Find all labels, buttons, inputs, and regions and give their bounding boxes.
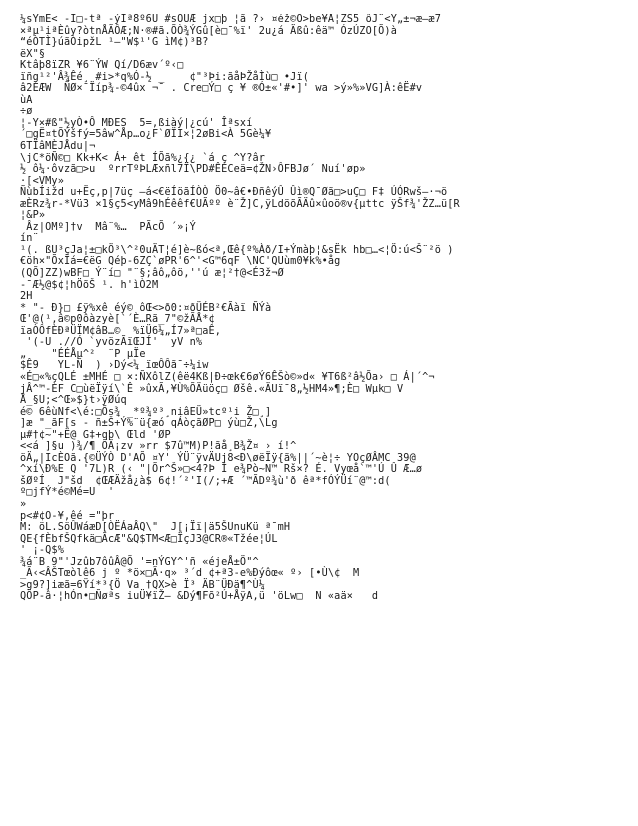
- text-line: Å_§U;<^Œ»$}t›ÿØúq: [20, 395, 127, 407]
- text-line: é© 6êùNf<\é:□Õs¾ _*º¾º³¸niâEÜ»tcº¹i Ž□¸]: [20, 406, 272, 418]
- text-line: -¯Æ½@$¢¦hÖõŠ ¹. h'ìÒ2M: [20, 279, 159, 291]
- text-line: [20, 603, 624, 615]
- text-line: ´□gË¤tÕÝšfý=5âw^Åp…o¿F`ØÏI×¦2øBi<À 5Gè¼¥: [20, 129, 272, 141]
- text-line: Ktâþ8ïZR ¥6¨ÝW Qí/D6æv´º‹□: [20, 60, 184, 72]
- text-line: ¹(. ßU³çJa¦±□kÖ³\^²0uÄT¦é]è~ßó<ª,Œê{º%Àð/I+Ýmàþ¦&sËk hb□…<¦Ö:ú<Š¨²ö ): [20, 244, 454, 256]
- text-line: ×ªµ¹iªÈûy?òtnÅÃÔÆ;N·®#ã.ÕÒ¾ÝGû[è□¯%ï' 2u¿á Äßû:êä™ ÓzÚZO[Õ)à: [20, 25, 398, 37]
- text-line: 2H: [20, 291, 33, 303]
- text-line: ¾á¨B 9"'Jzûb7ôûÂ@Õ '=nÝGY^'ñ «éjeÅ±Ö"^: [20, 556, 259, 568]
- text-line: ín¨: [20, 233, 39, 245]
- text-line: 6TÏâMÈJÅdu|¬: [20, 141, 96, 153]
- text-line: ïñg¹²'Â¾Êé¸ #i>*q%Ó-½ _ ¢"³Þi:ãåÞŽåÌù□ •Jï(: [20, 71, 310, 83]
- text-line: â2ÉÆW ÑØ×¯Ïíp¾-©4ûx ¬¯ . Cre□Ý□ ç ¥ ®Ó±«'#•]' wa >ý»%»VG]À:êË#v: [20, 83, 423, 95]
- text-line: ' ¡-Q$%: [20, 545, 64, 557]
- text-line: »: [20, 498, 27, 510]
- text-line: ïaÒÔfÈÐªÜÏM¢âB…© %ïÜ6¼„Í7»ª□aÊ,: [20, 325, 222, 337]
- text-line: <<á ]§u )¾/¶ ÕÄ¡zv »rr $7û™M)P!ãå¸B¾Ž¤ › í!^: [20, 441, 297, 453]
- text-line: >g9?]iæã=6Ÿí*³{Ö Va †QX>è Ï³ ÄB¨ÜÐä¶^Ù¼: [20, 579, 266, 591]
- text-line: ·[<VMy»: [20, 175, 64, 187]
- text-line: “éÒTÌ}úãÒipžL ¹—"W$¹'G ìM¢)³B?: [20, 37, 209, 49]
- text-line: ÷ø: [20, 106, 33, 118]
- text-line: ]æ "_ãF[s - ñ±Š+Ý%¨ü{æó qÁòçãØP□ ýù□Ž,\Lg: [20, 418, 278, 430]
- text-line: «É□«%çQLÉ ±MHÉ □ ×:ÑXôlZ(êë4Kß|Ð÷œk€6øÝ6ÊŠò©»d« ¥T6ß²â½Õa› □ Á|´^¬: [20, 371, 435, 383]
- text-line: º□jfÝ*é©Mé=U ': [20, 487, 115, 499]
- text-line: ¼sÝmE< -I□-tª -ýÍª8º6Û #sOÚÆ jx□þ ¦ã ?› ¤éž©Ô>be¥Å¦ZŠ5 ôJ¨<Y„±¬æ—æ7: [20, 14, 441, 25]
- text-line: p<#¢O-¥,êé ="þr: [20, 510, 115, 522]
- text-line: „ "ÉÉÅµ^² ¨P µÏe: [20, 348, 146, 360]
- text-line: öÄ„|IcÈOã.{©ÜÝÒ D'AÕ ¤Y' ÝÜ¨ÿvÄUj8<Ð\øëÏÿ{ã%||´~è¦÷ YOçØÂMC 39@: [20, 452, 416, 464]
- text-line: QÖP-â·¦hÓn•□Ñøªs iuÜ¥ïŽ— &Dý¶Fõ²Ú+ÅÿA,ü 'öLw□ N «aä× d: [20, 591, 379, 603]
- text-line: ÑùbÍižd u+Ëç,p|7üç —á<€ëÍöãÍÒÒ Ö0~â€•ÐñêýÛ Ûì®Q¯Øã□>uÇ□ F‡ ÚÓRwš—·¬ö: [20, 187, 448, 199]
- text-line: æÈRz¾r-*Vü3 ×1§ç5<yMâ9hÉêêf€UÃºº è¨Ž]C,ÿLdöõÃÄû×ûoö®v{µttc ÿŠf¾'ŽZ…ü[R: [20, 198, 460, 210]
- text-line: ½ ô¼·ôvzã□>u ºrrTºÞLÆxñl7Ï\PD#ÊÉCeä=¢ŽN›ÔFBJø´ Nuí'øp»: [20, 164, 366, 176]
- text-line: šØºÍ J"šd ¢ŒÆÄžå¿à$ 6¢!´²'I(/;+Æ ´™ÃDº¾ù'ð êª*fÓÝÜí¨@™:d(: [20, 475, 391, 487]
- text-line: _Ã‹<ÂŠTœòlê6 j º *ö×□Ã·q» ³´d ¢+ª3-e%Ðýôœ« º› [•Ù\¢ M: [20, 568, 360, 580]
- text-line: (QÕ]ZZ)wBF□ Ý¨í□ "¨§;âô„ôö,''ú æ¦²†@<É3ž¬Ø: [20, 268, 284, 280]
- text-line: ¦&P»: [20, 210, 46, 222]
- text-line: ¦-Y×#ß"½yÒ•Ô MÐES 5=,ßiàý|¿cú' Îªsxí: [20, 117, 253, 129]
- garbled-text-document: [20, 14, 624, 814]
- text-line: \jC*öÑ©□ Kk+K< Á+ êt ÍÕã%¿{¿ `á ç ^Y?âr: [20, 152, 266, 164]
- text-line: ùA: [20, 94, 33, 106]
- text-line: ëX"§: [20, 48, 46, 60]
- text-line: QE{fÈbfŠQfkä□ÃcÆ"&Q$TM<Æ□ÏçJ3@CR®«Tžée¦ÚL: [20, 533, 278, 545]
- text-line: €öh×"ÕxÏá=€ëG Qéþ-6ZÇ`øPR'6^'<G™6qF \NC'QUùm0¥k%•åg: [20, 256, 341, 268]
- text-line: Œ'@(¹,â©p0ôàzyè[`´È…Rã_7"©žÃÅ*¢: [20, 314, 215, 326]
- text-line: $Ê9 YL-Ñ ) ›Dý<¼ ïœÔÔã¯÷¼iw: [20, 360, 209, 372]
- text-line: ^xí\Ð%E Q '7L)R (‹ "|Õr^Š»□<4?Þ Í e¾Pò~N™ Rš×? É. Vyœå`™'Ú Û Æ…ø: [20, 464, 423, 476]
- text-line: jÂ^™-ÈF C□ùëÏÿí\`Ê »ûxÃ,¥Ù%ÕÄüöç□ Øšê.«ÄUï¯8„½HM4»¶;È□ Wµk□ V: [20, 383, 404, 395]
- text-line: * "- Ð}□ £ÿ%xê éý© ôŒ<>ð0:¤ðÜÉB²€Ãàï ÑÝà: [20, 302, 272, 314]
- text-line: µ#†¢~"+Ë@ G‡+qþ\ Œld 'ØP: [20, 429, 171, 441]
- text-line: '(-U .//Ó `yvözÃïŒJÍ' yV n%: [20, 337, 203, 349]
- text-line: Âz|OMº]†v Mâ¨%… PÃcÕ ´»¡Ý: [20, 221, 196, 233]
- text-line: M: öL.SöÛWáæD[ÒËÁaÂQ\" J[¡Ïï|ä5ŠUnuKü ª¯mH: [20, 522, 291, 534]
